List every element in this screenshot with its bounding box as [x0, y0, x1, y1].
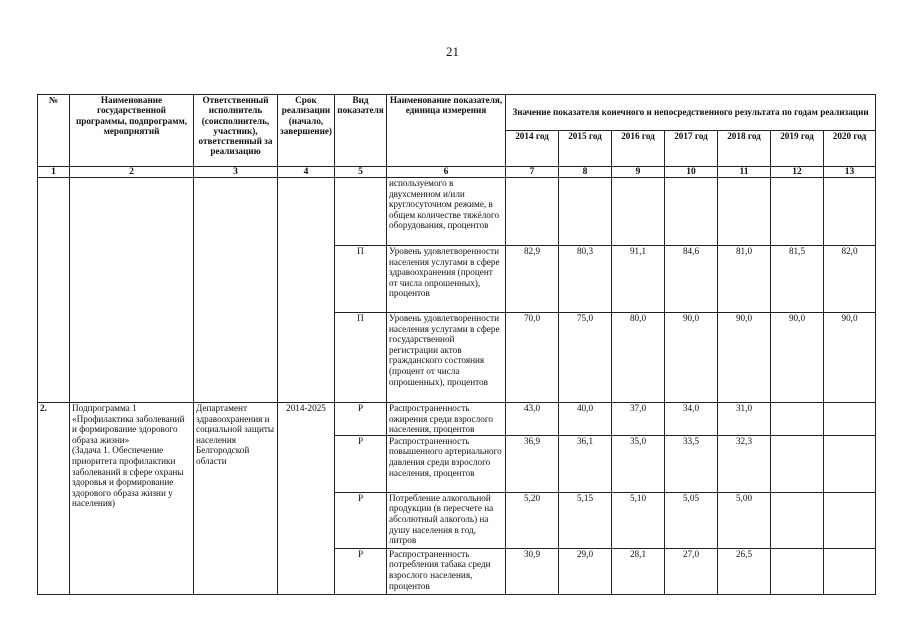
column-number: 7: [506, 167, 559, 178]
value-cell: 82,0: [824, 246, 876, 313]
column-number-row: [38, 167, 876, 178]
column-number: 11: [718, 167, 771, 178]
value-cell: [771, 548, 824, 594]
subprogram-title: Подпрограмма 1 «Профилактика заболеваний и формирование здорового образа жизни»: [72, 403, 185, 445]
subprogram-task: (Задача 1. Обеспечение приоритета профилактики заболеваний в сфере охраны здоровья и формирование здорового образа жизни у населения): [72, 445, 184, 509]
value-cell: 84,6: [665, 246, 718, 313]
value-cell: 5,10: [612, 492, 665, 548]
value-cell: 80,0: [612, 313, 665, 403]
value-cell: [771, 435, 824, 492]
value-cell: [559, 178, 612, 246]
indicator-type: П: [335, 246, 387, 313]
value-cell: 43,0: [506, 403, 559, 436]
value-cell: 5,00: [718, 492, 771, 548]
value-cell: 36,9: [506, 435, 559, 492]
header-values-group: Значение показателя конечного и непосредственного результата по годам реализации: [506, 95, 876, 131]
row-num-cell: [38, 178, 70, 403]
value-cell: 90,0: [824, 313, 876, 403]
indicator-type: П: [335, 313, 387, 403]
column-number: 1: [38, 167, 70, 178]
value-cell: 5,15: [559, 492, 612, 548]
value-cell: 35,0: [612, 435, 665, 492]
value-cell: 5,05: [665, 492, 718, 548]
column-number: 9: [612, 167, 665, 178]
header-year: 2015 год: [559, 131, 612, 167]
value-cell: 26,5: [718, 548, 771, 594]
value-cell: 40,0: [559, 403, 612, 436]
indicator-name: Уровень удовлетворенности населения услугами в сфере государственной регистрации актов гражданского состояния (процент от числа опрошенных), процентов: [387, 313, 506, 403]
indicators-table: [37, 94, 876, 595]
value-cell: 90,0: [771, 313, 824, 403]
value-cell: 30,9: [506, 548, 559, 594]
column-number: 6: [387, 167, 506, 178]
header-type: Вид показателя: [335, 95, 387, 167]
header-year: 2019 год: [771, 131, 824, 167]
indicator-name: Распространенность потребления табака среди взрослого населения, процентов: [387, 548, 506, 594]
column-number: 13: [824, 167, 876, 178]
value-cell: 32,3: [718, 435, 771, 492]
value-cell: 37,0: [612, 403, 665, 436]
value-cell: 5,20: [506, 492, 559, 548]
value-cell: [824, 178, 876, 246]
value-cell: [612, 178, 665, 246]
header-year: 2020 год: [824, 131, 876, 167]
executor-cell: [194, 178, 278, 403]
executor-name: Департамент здравоохранения и социальной защиты населения Белгородской области: [194, 403, 278, 595]
header-year: 2014 год: [506, 131, 559, 167]
header-program: Наименование государственной программы, подпрограмм, мероприятий: [70, 95, 194, 167]
indicator-name: используемого в двухсменном и/или круглосуточном режиме, в общем количестве тяжёлого оборудования, процентов: [387, 178, 506, 246]
page-number: 21: [446, 44, 459, 59]
value-cell: 82,9: [506, 246, 559, 313]
value-cell: 33,5: [665, 435, 718, 492]
value-cell: [771, 492, 824, 548]
value-cell: 75,0: [559, 313, 612, 403]
table-row: [38, 178, 876, 246]
header-period: Срок реализации (начало, завершение): [278, 95, 335, 167]
header-num: №: [38, 95, 70, 167]
column-number: 12: [771, 167, 824, 178]
column-number: 10: [665, 167, 718, 178]
indicator-name: Уровень удовлетворенности населения услугами в сфере здравоохранения (процент от числа опрошенных), процентов: [387, 246, 506, 313]
value-cell: [506, 178, 559, 246]
value-cell: 29,0: [559, 548, 612, 594]
value-cell: [771, 178, 824, 246]
value-cell: 70,0: [506, 313, 559, 403]
indicator-name: Распространенность ожирения среди взрослого населения, процентов: [387, 403, 506, 436]
program-cell: [70, 178, 194, 403]
indicator-type: Р: [335, 403, 387, 436]
value-cell: 91,1: [612, 246, 665, 313]
value-cell: 90,0: [665, 313, 718, 403]
table-row: [38, 403, 876, 436]
value-cell: 81,5: [771, 246, 824, 313]
column-number: 8: [559, 167, 612, 178]
value-cell: [824, 492, 876, 548]
value-cell: [665, 178, 718, 246]
section-number: 2.: [38, 403, 70, 595]
value-cell: 31,0: [718, 403, 771, 436]
indicator-type: Р: [335, 492, 387, 548]
header-indicator: Наименование показателя, единица измерения: [387, 95, 506, 167]
indicator-name: Потребление алкогольной продукции (в пересчете на абсолютный алкоголь) на душу населения в год, литров: [387, 492, 506, 548]
value-cell: 81,0: [718, 246, 771, 313]
column-number: 4: [278, 167, 335, 178]
header-executor: Ответственный исполнитель (соисполнитель, участник), ответственный за реализацию: [194, 95, 278, 167]
period-cell: [278, 178, 335, 403]
header-year: 2016 год: [612, 131, 665, 167]
implementation-period: 2014-2025: [278, 403, 335, 595]
value-cell: [824, 403, 876, 436]
value-cell: [824, 435, 876, 492]
value-cell: 27,0: [665, 548, 718, 594]
header-year: 2018 год: [718, 131, 771, 167]
column-number: 2: [70, 167, 194, 178]
header-year: 2017 год: [665, 131, 718, 167]
value-cell: 80,3: [559, 246, 612, 313]
value-cell: 90,0: [718, 313, 771, 403]
indicator-type: Р: [335, 548, 387, 594]
indicator-type: [335, 178, 387, 246]
value-cell: [824, 548, 876, 594]
value-cell: [771, 403, 824, 436]
value-cell: [718, 178, 771, 246]
value-cell: 28,1: [612, 548, 665, 594]
value-cell: 36,1: [559, 435, 612, 492]
subprogram-cell: [70, 403, 194, 595]
indicator-type: Р: [335, 435, 387, 492]
value-cell: 34,0: [665, 403, 718, 436]
column-number: 3: [194, 167, 278, 178]
indicator-name: Распространенность повышенного артериального давления среди взрослого населения, процентов: [387, 435, 506, 492]
column-number: 5: [335, 167, 387, 178]
